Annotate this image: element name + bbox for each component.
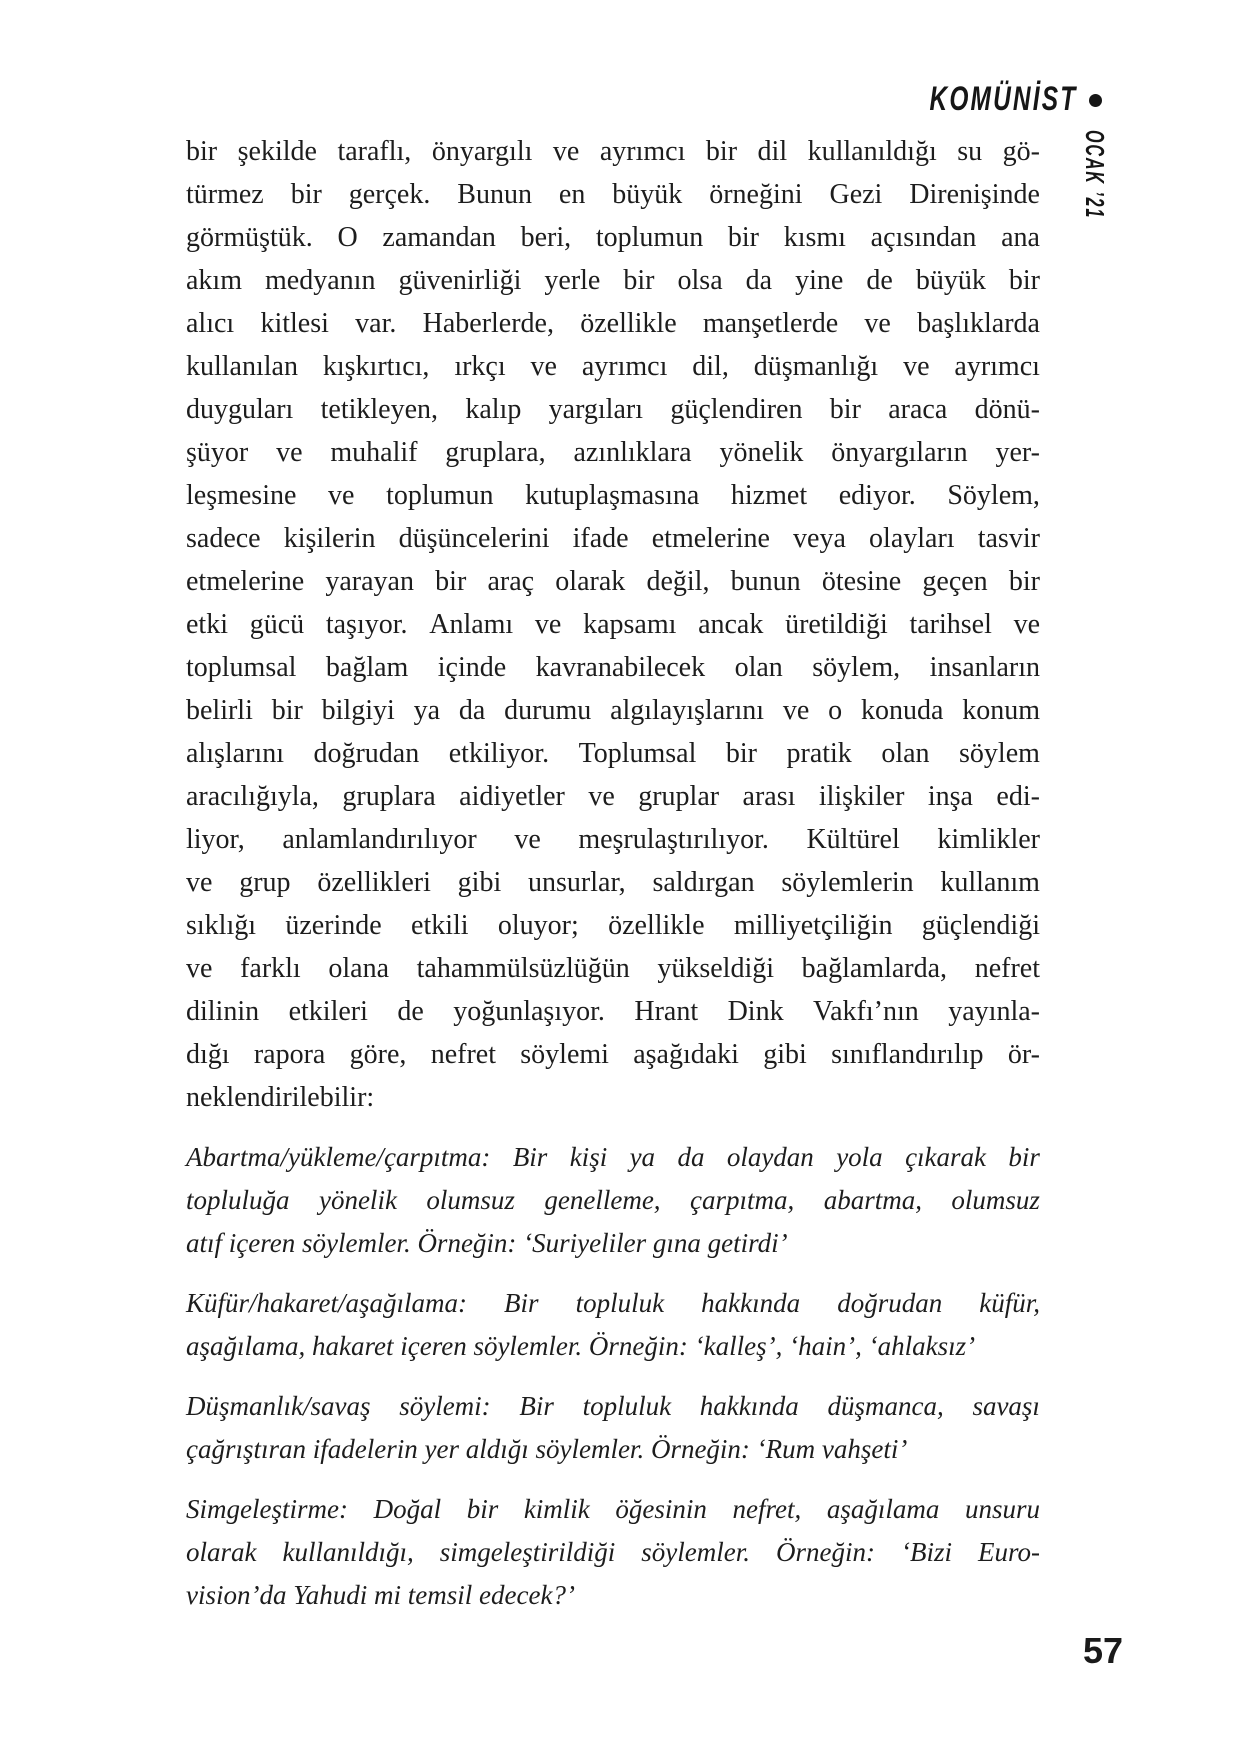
text-line: liyor, anlamlandırılıyor ve meşrulaştırılıyor. Kültürel kimlikler xyxy=(186,824,1040,855)
text-line: sıklığı üzerinde etkili oluyor; özellikle milliyetçiliğin güçlendiği xyxy=(186,910,1040,941)
text-line: belirli bir bilgiyi ya da durumu algılayışlarını ve o konuda konum xyxy=(186,695,1040,726)
text-line: olarak kullanıldığı, simgeleştirildiği söylemler. Örneğin: ‘Bizi Euro- xyxy=(186,1537,1040,1567)
text-line: ve farklı olana tahammülsüzlüğün yükseldiği bağlamlarda, nefret xyxy=(186,953,1040,984)
text-line: Küfür/hakaret/aşağılama: Bir topluluk hakkında doğrudan küfür, xyxy=(186,1288,1040,1318)
text-line: atıf içeren söylemler. Örneğin: ‘Suriyeliler gına getirdi’ xyxy=(186,1228,788,1258)
text-line: etki gücü taşıyor. Anlamı ve kapsamı ancak üretildiği tarihsel ve xyxy=(186,609,1040,640)
text-line: duyguları tetikleyen, kalıp yargıları güçlendiren bir araca dönü- xyxy=(186,394,1040,425)
text-line: neklendirilebilir: xyxy=(186,1082,375,1113)
text-line: dilinin etkileri de yoğunlaşıyor. Hrant Dink Vakfı’nın yayınla- xyxy=(186,996,1040,1027)
page-number: 57 xyxy=(1082,1630,1123,1671)
text-line: alışlarını doğrudan etkiliyor. Toplumsal bir pratik olan söylem xyxy=(186,738,1040,769)
text-line: şüyor ve muhalif gruplara, azınlıklara yönelik önyargıların yer- xyxy=(186,437,1040,468)
paragraph xyxy=(186,1136,1040,1265)
paragraph xyxy=(186,1488,1040,1617)
text-line: aracılığıyla, gruplara aidiyetler ve gruplar arası ilişkiler inşa edi- xyxy=(186,781,1040,812)
text-line: ve grup özellikleri gibi unsurlar, saldırgan söylemlerin kullanım xyxy=(186,867,1040,898)
text-line: Düşmanlık/savaş söylemi: Bir topluluk hakkında düşmanca, savaşı xyxy=(186,1391,1040,1421)
text-line: leşmesine ve toplumun kutuplaşmasına hizmet ediyor. Söylem, xyxy=(186,480,1040,511)
text-line: alıcı kitlesi var. Haberlerde, özellikle manşetlerde ve başlıklarda xyxy=(186,308,1040,339)
paragraph xyxy=(186,130,1040,1119)
bullet-icon xyxy=(1089,94,1102,107)
text-line: Abartma/yükleme/çarpıtma: Bir kişi ya da olaydan yola çıkarak bir xyxy=(186,1142,1040,1172)
text-line: etmelerine yarayan bir araç olarak değil, bunun ötesine geçen bir xyxy=(186,566,1040,597)
text-line: toplumsal bağlam içinde kavranabilecek olan söylem, insanların xyxy=(186,652,1040,683)
text-line: bir şekilde taraflı, önyargılı ve ayrımcı bir dil kullanıldığı su gö- xyxy=(186,136,1040,167)
text-line: vision’da Yahudi mi temsil edecek?’ xyxy=(186,1580,575,1610)
text-line: kullanılan kışkırtıcı, ırkçı ve ayrımcı dil, düşmanlığı ve ayrımcı xyxy=(186,351,1040,382)
text-line: akım medyanın güvenirliği yerle bir olsa da yine de büyük bir xyxy=(186,265,1040,296)
text-line: sadece kişilerin düşüncelerini ifade etmelerine veya olayları tasvir xyxy=(186,523,1040,554)
text-line: aşağılama, hakaret içeren söylemler. Örneğin: ‘kalleş’, ‘hain’, ‘ahlaksız’ xyxy=(186,1331,976,1361)
issue-date-vertical: OCAK ’21 xyxy=(1080,130,1110,220)
text-line: görmüştük. O zamandan beri, toplumun bir kısmı açısından ana xyxy=(186,222,1040,253)
text-line: türmez bir gerçek. Bunun en büyük örneğini Gezi Direnişinde xyxy=(186,179,1040,210)
text-line: topluluğa yönelik olumsuz genelleme, çarpıtma, abartma, olumsuz xyxy=(186,1185,1040,1215)
text-line: dığı rapora göre, nefret söylemi aşağıdaki gibi sınıflandırılıp ör- xyxy=(186,1039,1040,1070)
text-line: Simgeleştirme: Doğal bir kimlik öğesinin nefret, aşağılama unsuru xyxy=(186,1494,1040,1524)
paragraph xyxy=(186,1282,1040,1368)
article-body xyxy=(186,130,1040,1617)
magazine-title: KOMÜNİST xyxy=(929,80,1077,118)
paragraph xyxy=(186,1385,1040,1471)
text-line: çağrıştıran ifadelerin yer aldığı söylemler. Örneğin: ‘Rum vahşeti’ xyxy=(186,1434,908,1464)
